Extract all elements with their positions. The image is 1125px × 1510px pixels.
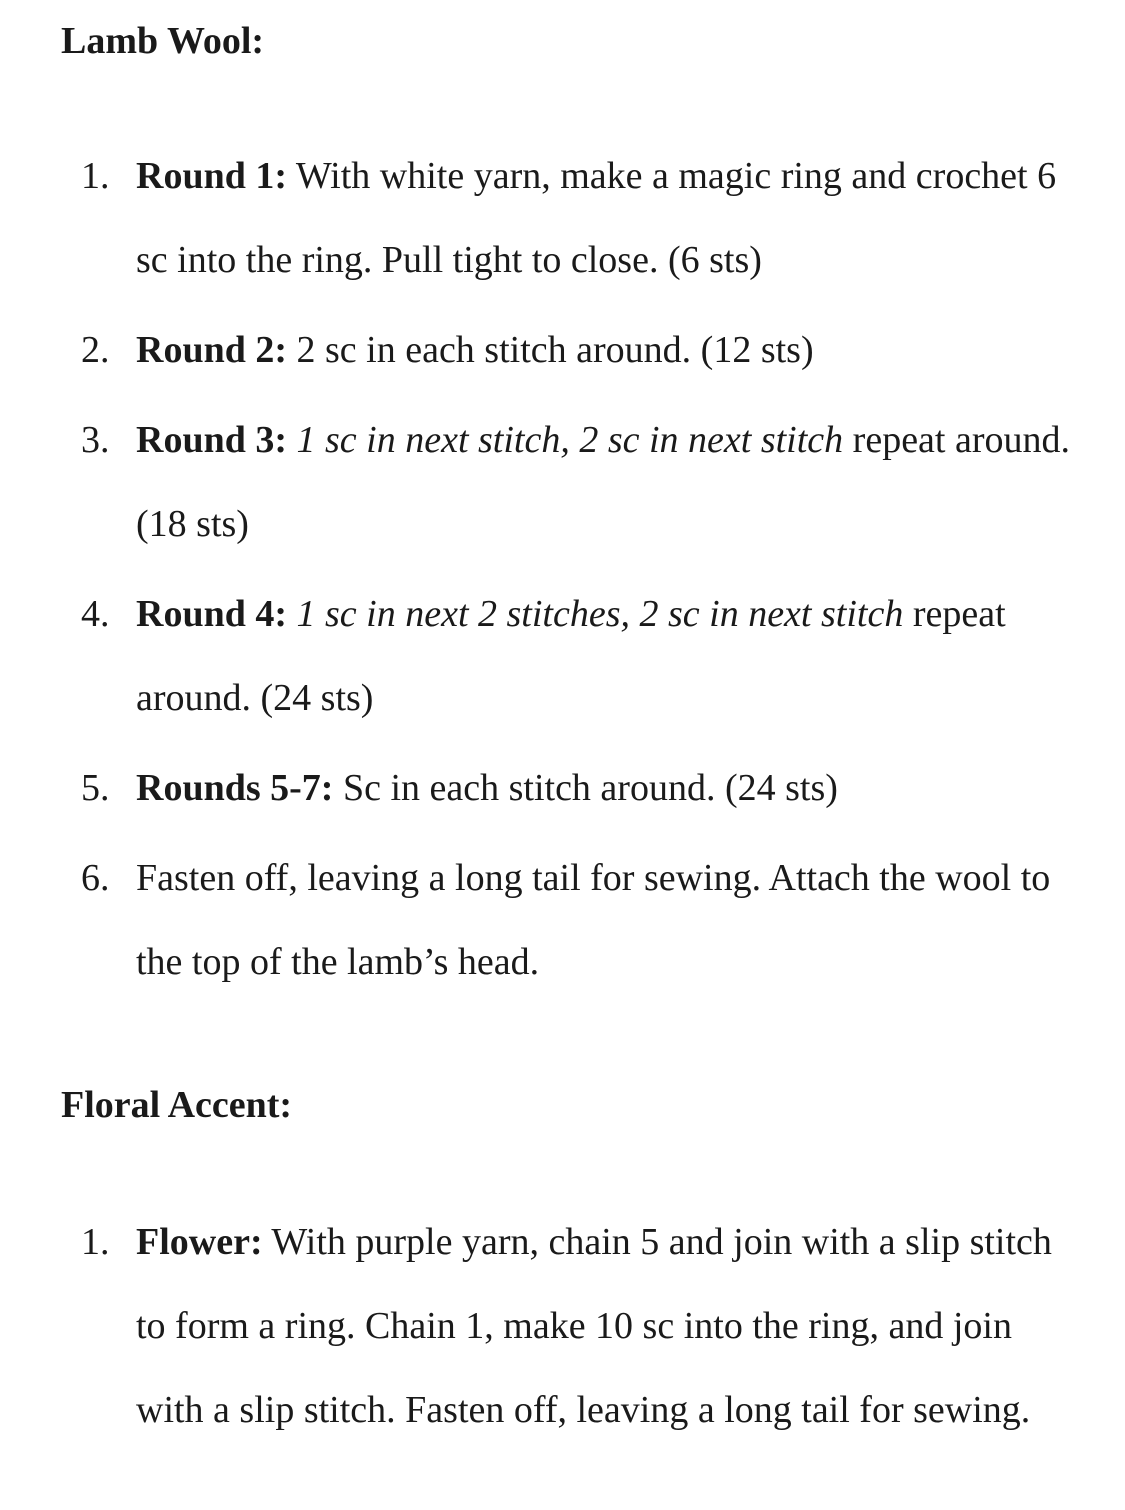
list-item [0, 308, 1125, 392]
step-text: Sc in each stitch around. (24 sts) [333, 767, 838, 809]
list-item [0, 134, 1125, 302]
floral-accent-steps [0, 1200, 1125, 1458]
step-label: Rounds 5-7: [136, 767, 334, 809]
step-number: 1. [81, 155, 110, 197]
step-number: 6. [81, 857, 110, 899]
step-number: 2. [81, 329, 110, 371]
step-text: Fasten off, leaving a long tail for sewing. Attach the wool to the top of the lamb’s head. [136, 857, 1051, 983]
list-item [0, 746, 1125, 830]
step-text: repeat around. (24 sts) [136, 593, 1006, 719]
step-number: 4. [81, 593, 110, 635]
step-label: Flower: [136, 1221, 263, 1263]
step-text: repeat around. (18 sts) [136, 419, 1071, 545]
lamb-wool-steps [0, 134, 1125, 1010]
step-label: Round 4: [136, 593, 287, 635]
step-italic-text: 1 sc in next stitch, 2 sc in next stitch [287, 419, 844, 461]
step-label: Round 3: [136, 419, 287, 461]
step-label: Round 2: [136, 329, 287, 371]
step-number: 5. [81, 767, 110, 809]
step-text: With purple yarn, chain 5 and join with a slip stitch to form a ring. Chain 1, make 10 sc into the ring, and join with a slip stitch. Fasten off, leaving a long tail for sewing. [136, 1221, 1052, 1431]
section-heading-floral-accent: Floral Accent: [61, 1084, 293, 1126]
list-item [0, 572, 1125, 740]
list-item [0, 836, 1125, 1004]
section-heading-lamb-wool: Lamb Wool: [61, 20, 265, 62]
step-italic-text: 1 sc in next 2 stitches, 2 sc in next stitch [287, 593, 904, 635]
list-item [0, 398, 1125, 566]
step-text: 2 sc in each stitch around. (12 sts) [287, 329, 814, 371]
step-number: 3. [81, 419, 110, 461]
list-item [0, 1200, 1125, 1452]
step-label: Round 1: [136, 155, 287, 197]
step-text: With white yarn, make a magic ring and crochet 6 sc into the ring. Pull tight to close. (6 sts) [136, 155, 1057, 281]
step-number: 1. [81, 1221, 110, 1263]
